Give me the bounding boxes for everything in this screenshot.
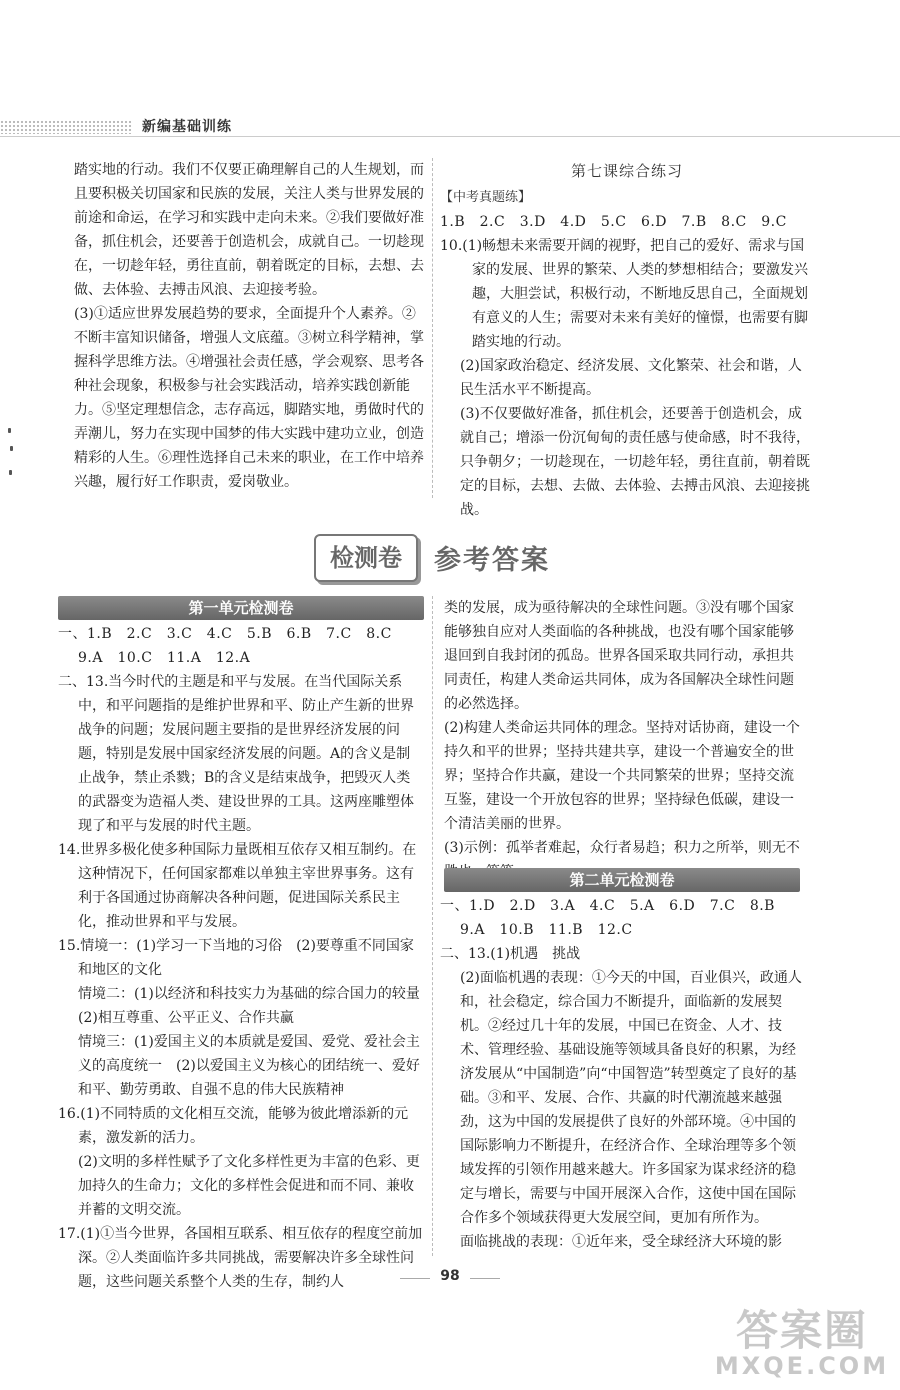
right-bottom-column: [444, 596, 800, 884]
section-title-lesson7: 第七课综合练习: [570, 162, 683, 180]
banner-title: 参考答案: [434, 545, 550, 576]
unit1-q15-b: 情境二：(1)以经济和科技实力为基础的综合国力的较量 (2)相互尊重、公平正义、合作共赢: [78, 986, 434, 1026]
unit1-q16-a: 16.(1)不同特质的文化相互交流，能够为彼此增添新的元素，激发新的活力。: [58, 1106, 409, 1146]
lesson7-q10: 10.(1)畅想未来需要开阔的视野，把自己的爱好、需求与国家的发展、世界的繁荣、人类的梦想相结合；要激发兴趣，大胆尝试，积极行动，不断地反思自己，全面规划有意义的人生；需要对未来有美好的憧憬，也需要有脚踏实地的行动。: [440, 238, 808, 350]
unit1-q17-part3: (3)示例：孤举者难起，众行者易趋；积力之所举，则无不: [444, 840, 800, 856]
unit1-choices-a: 一、1.B 2.C 3.C 4.C 5.B 6.B 7.C 8.C: [58, 626, 392, 642]
unit1-q14: 14.世界多极化使多种国际力量既相互依存又相互制约。在这种情况下，任何国家都难以单独主宰世界事务。这有利于各国通过协商解决各种问题，促进国际关系民主化，推动世界和平与发展。: [58, 842, 417, 930]
unit2-column: [440, 894, 802, 1254]
unit1-title-bar: 第一单元检测卷: [58, 596, 424, 620]
unit1-q17-part2: (2)构建人类命运共同体的理念。坚持对话协商，建设一个持久和平的世界；坚持共建共享，建设一个普遍安全的世界；坚持合作共赢，建设一个共同繁荣的世界；坚持交流互鉴，建设一个开放包容的世界；坚持绿色低碳，建设一个清洁美丽的世界。: [444, 720, 800, 832]
unit2-choices-b: 9.A 10.B 11.B 12.C: [460, 922, 633, 938]
unit2-title-bar: 第二单元检测卷: [444, 868, 800, 892]
unit1-q13: 二、13.当今时代的主题是和平与发展。在当代国际关系中，和平问题指的是维护世界和平、防止产生新的世界战争的问题；发展问题主要指的是世界经济发展的问题，特别是发展中国家经济发展的问题。A的含义是制止战争，禁止杀戮；B的含义是结束战争，把毁灭人类的武器变为造福人类、建设世界的工具。这两座雕塑体现了和平与发展的时代主题。: [58, 674, 414, 834]
left-bottom-column: [58, 622, 434, 1294]
unit1-q15-a: 15.情境一：(1)学习一下当地的习俗 (2)要尊重不同国家和地区的文化: [58, 938, 414, 978]
header-rule: [0, 136, 900, 137]
header-dot-pattern: [0, 120, 132, 134]
left-top-column: [74, 158, 424, 494]
exam-tag: 【中考真题练】: [440, 190, 532, 205]
page-number: 98: [440, 1268, 460, 1284]
lesson7-q10-part2: (2)国家政治稳定、经济发展、文化繁荣、社会和谐，人民生活水平不断提高。: [460, 358, 802, 398]
unit1-q17: 17.(1)①当今世界，各国相互联系、相互依存的程度空前加深。②人类面临许多共同挑战，需要解决许多全球性问题，这些问题关系整个人类的生存，制约人: [58, 1226, 423, 1290]
scan-speck: [10, 446, 13, 451]
unit2-q13-a: 二、13.(1)机遇 挑战: [440, 946, 581, 962]
unit2-q13-c: 面临挑战的表现：①近年来，受全球经济大环境的影: [460, 1234, 782, 1250]
column-divider-top: [432, 158, 433, 498]
unit1-choices-b: 9.A 10.C 11.A 12.A: [78, 650, 251, 666]
unit2-choices-a: 一、1.D 2.D 3.A 4.C 5.A 6.D 7.C 8.B: [440, 898, 775, 914]
lesson7-choices: 1.B 2.C 3.D 4.D 5.C 6.D 7.B 8.C 9.C: [440, 214, 787, 230]
unit1-q16-b: (2)文明的多样性赋予了文化多样性更为丰富的色彩、更加持久的生命力；文化的多样性会促进和而不同、兼收并蓄的文明交流。: [78, 1154, 420, 1218]
column-divider-bottom: [432, 596, 433, 1256]
watermark-url: MXQE.COM: [714, 1352, 890, 1380]
unit2-q13-b: (2)面临机遇的表现：①今天的中国，百业俱兴，政通人和，社会稳定，综合国力不断提升，面临新的发展契机。②经过几十年的发展，中国已在资金、人才、技术、管理经验、基础设施等领域具备良好的积累，为经济发展从“中国制造”向“中国智造”转型奠定了良好的基础。③和平、发展、合作、共赢的时代潮流越来越强劲，这为中国的发展提供了良好的外部环境。④中国的国际影响力不断提升，在经济合作、全球治理等多个领域发挥的引领作用越来越大。许多国家为谋求经济的稳定与增长，需要与中国开展深入合作，这使中国在国际合作多个领域获得更大发展空间，更加有所作为。: [460, 970, 802, 1226]
unit1-q17-continued: 类的发展，成为亟待解决的全球性问题。③没有哪个国家能够独自应对人类面临的各种挑战，也没有哪个国家能够退回到自我封闭的孤岛。世界各国采取共同行动，承担共同责任，构建人类命运共同体，成为各国解决全球性问题的必然选择。: [444, 600, 794, 712]
page-number-rule-right: [470, 1278, 500, 1279]
right-top-column: [440, 186, 812, 522]
unit1-q15-c: 情境三：(1)爱国主义的本质就是爱国、爱党、爱社会主义的高度统一 (2)以爱国主义为核心的团结统一、爱好和平、勤劳勇敢、自强不息的伟大民族精神: [78, 1034, 420, 1098]
page-header: [0, 114, 900, 138]
header-title: 新编基础训练: [142, 119, 232, 135]
lesson7-q10-part3: (3)不仅要做好准备，抓住机会，还要善于创造机会，成就自己；增添一份沉甸甸的责任感与使命感，时不我待，只争朝夕；一切趁现在，一切趁年轻，勇往直前，朝着既定的目标，去想、去做、去体验、去搏击风浪、去迎接挑战。: [460, 406, 810, 518]
scan-speck: [9, 470, 12, 475]
banner-box-label: 检测卷: [314, 534, 418, 582]
left-top-para-2: (3)①适应世界发展趋势的要求，全面提升个人素养。②不断丰富知识储备，增强人文底蕴。③树立科学精神，掌握科学思维方法。④增强社会责任感，学会观察、思考各种社会现象，积极参与社会实践活动，培养实践创新能力。⑤坚定理想信念，志存高远，脚踏实地，勇做时代的弄潮儿，努力在实现中国梦的伟大实践中建功立业，创造精彩的人生。⑥理性选择自己未来的职业，在工作中培养兴趣，履行好工作职责，爱岗敬业。: [74, 306, 424, 490]
scan-speck: [8, 428, 11, 433]
watermark-logo: [712, 1298, 892, 1382]
watermark-title: 答案圈: [735, 1306, 868, 1355]
left-top-para-1: 踏实地的行动。我们不仅要正确理解自己的人生规划，而且要积极关切国家和民族的发展，关注人类与世界发展的前途和命运，在学习和实践中走向未来。②我们要做好准备，抓住机会，还要善于创造机会，成就自己。一切趁现在，一切趁年轻，勇往直前，朝着既定的目标，去想、去做、去体验、去搏击风浪、去迎接考验。: [74, 162, 424, 298]
